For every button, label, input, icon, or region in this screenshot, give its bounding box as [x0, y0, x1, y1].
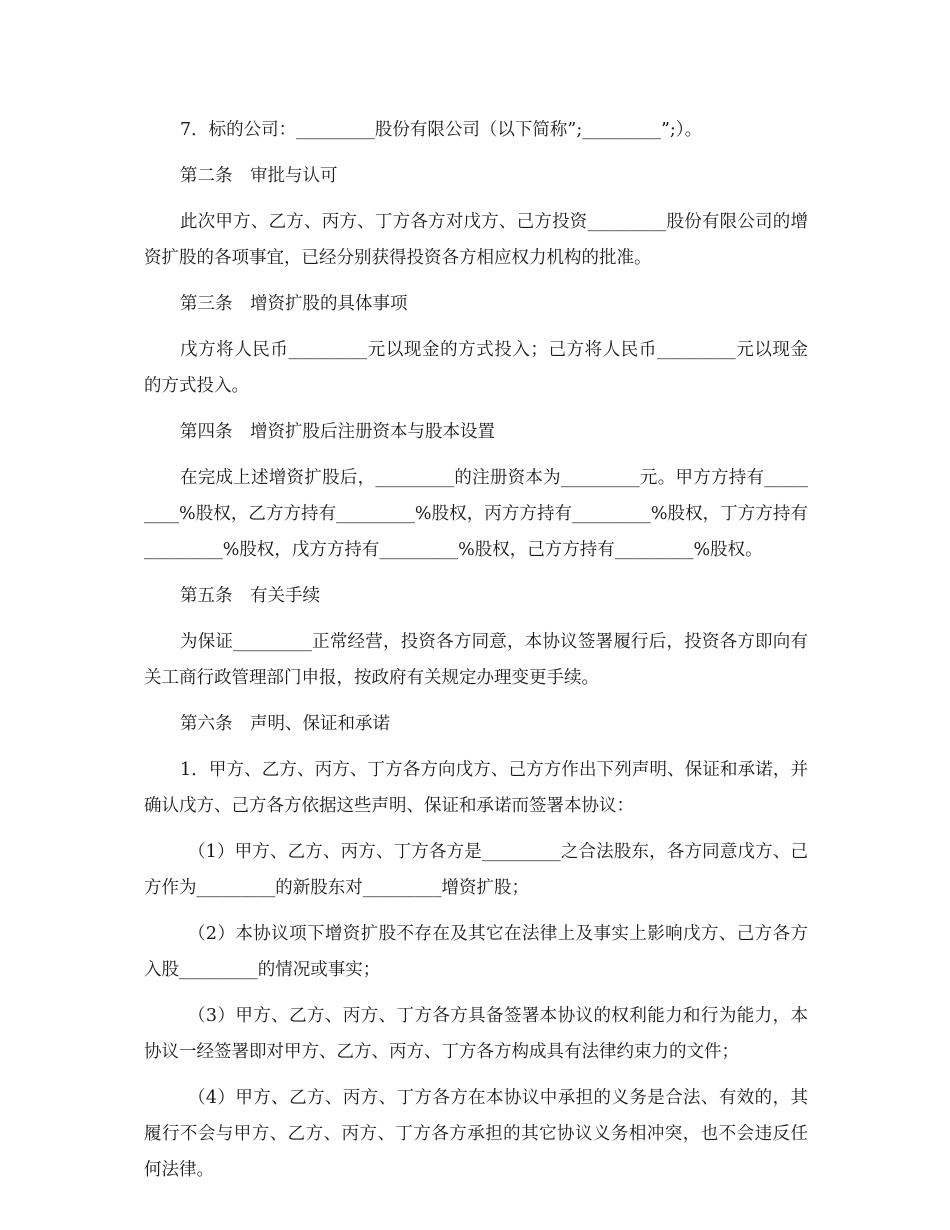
article-4-body: 在完成上述增资扩股后，_________的注册资本为_________元。甲方方持有_________%股权，乙方方持有_________%股权，丙方方持有_________%股权，丁方方持有_________%股权，戊方方持有_________%股权，己方方持有_________%股权。 — [144, 468, 808, 560]
article-6-sub-2: （2）本协议项下增资扩股不存在及其它在法律上及事实上影响戊方、己方各方入股_________的情况或事实； — [144, 924, 808, 980]
article-3-body: 戊方将人民币_________元以现金的方式投入；己方将人民币_________元以现金的方式投入。 — [144, 340, 808, 396]
article-6-sub-4: （4）甲方、乙方、丙方、丁方各方在本协议中承担的义务是合法、有效的，其履行不会与甲方、乙方、丙方、丁方各方承担的其它协议义务相冲突，也不会违反任何法律。 — [144, 1088, 808, 1180]
article-5-title: 第五条 有关手续 — [180, 586, 320, 606]
article-6-title: 第六条 声明、保证和承诺 — [180, 714, 390, 734]
document-body — [144, 112, 808, 1198]
article-2-body: 此次甲方、乙方、丙方、丁方各方对戊方、己方投资_________股份有限公司的增资扩股的各项事宜，已经分别获得投资各方相应权力机构的批准。 — [144, 212, 808, 268]
article-6-sub-1: （1）甲方、乙方、丙方、丁方各方是_________之合法股东，各方同意戊方、己方作为_________的新股东对_________增资扩股； — [144, 842, 808, 898]
item-7: 7．标的公司：_________股份有限公司（以下简称”;_________”;）。 — [180, 120, 703, 140]
article-5-body: 为保证_________正常经营，投资各方同意，本协议签署履行后，投资各方即向有关工商行政管理部门申报，按政府有关规定办理变更手续。 — [144, 632, 808, 688]
article-2-title: 第二条 审批与认可 — [180, 166, 338, 186]
article-6-clause-1: 1．甲方、乙方、丙方、丁方各方向戊方、己方方作出下列声明、保证和承诺，并确认戊方、己方各方依据这些声明、保证和承诺而签署本协议： — [144, 760, 808, 816]
article-6-sub-3: （3）甲方、乙方、丙方、丁方各方具备签署本协议的权利能力和行为能力，本协议一经签署即对甲方、乙方、丙方、丁方各方构成具有法律约束力的文件； — [144, 1006, 808, 1062]
article-4-title: 第四条 增资扩股后注册资本与股本设置 — [180, 422, 495, 442]
article-3-title: 第三条 增资扩股的具体事项 — [180, 294, 408, 314]
